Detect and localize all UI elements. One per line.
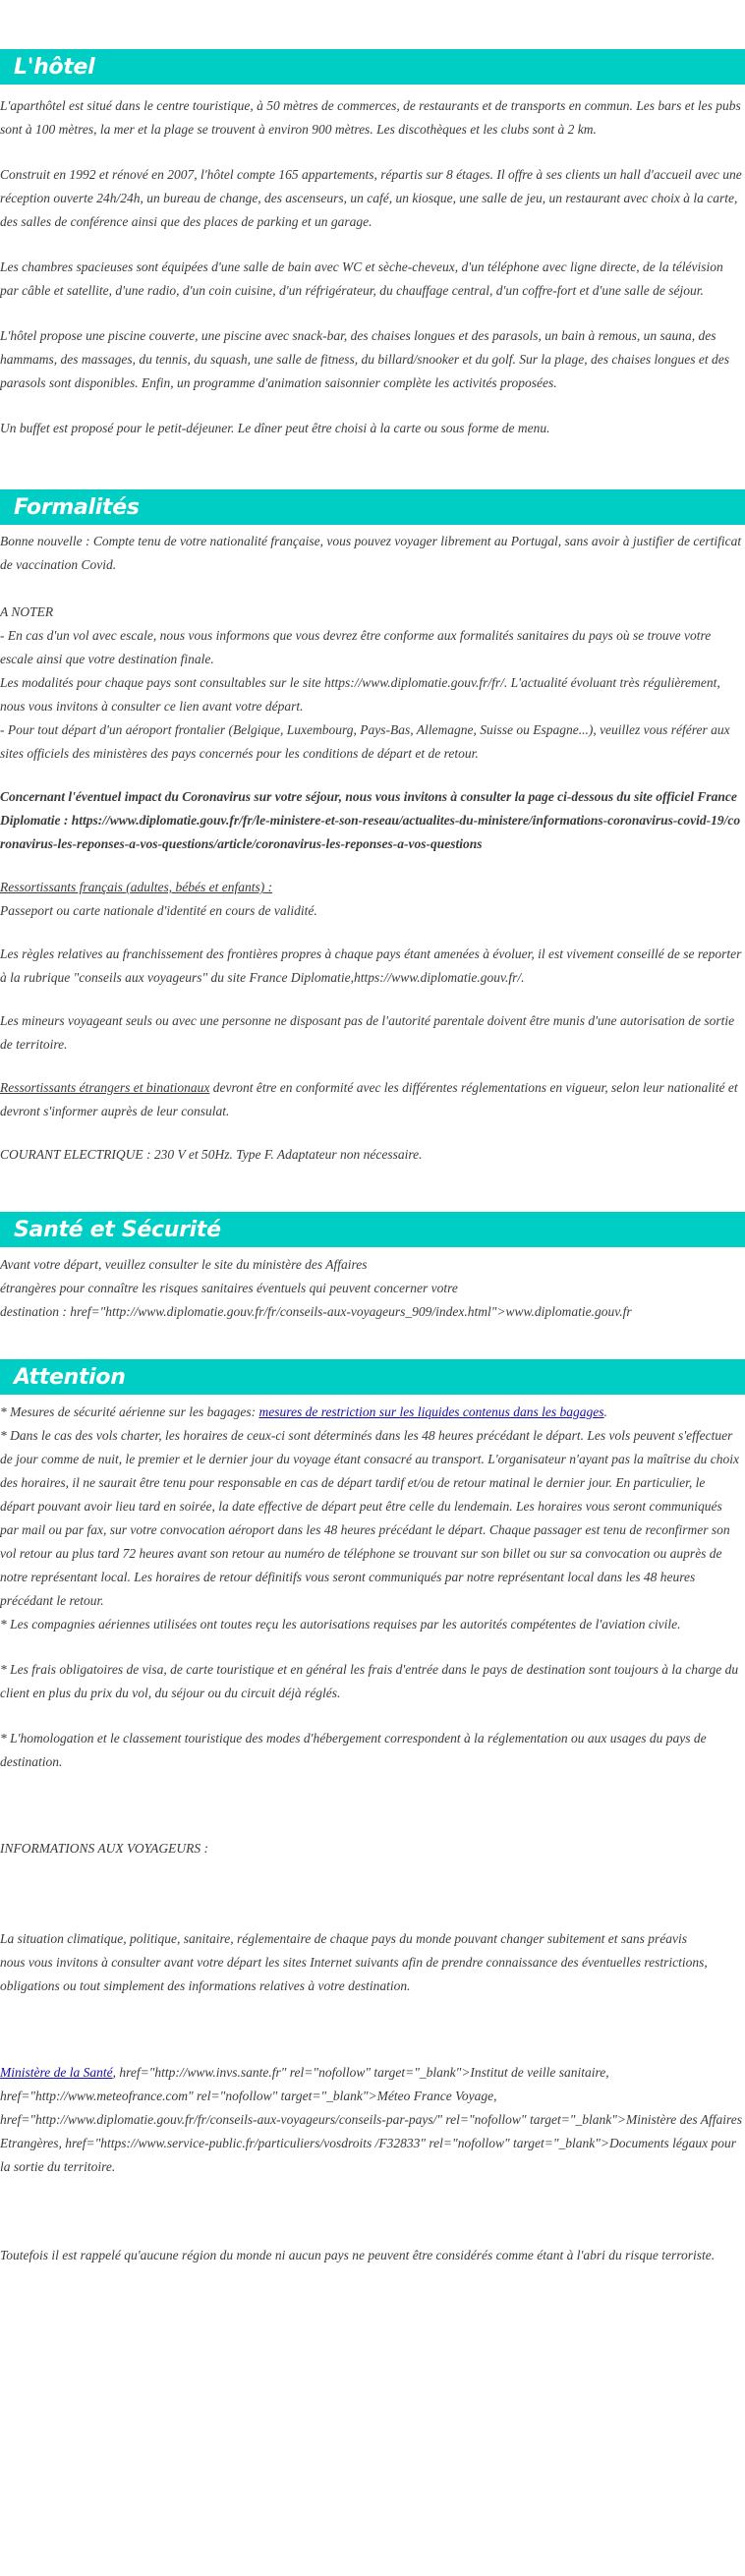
sante-line-2: étrangères pour connaître les risques sanitaires éventuels qui peuvent concerner votre: [0, 1281, 458, 1295]
section-body-hotel: [0, 85, 745, 440]
formalites-borders: Les règles relatives au franchissement des frontières propres à chaque pays étant amenées à évoluer, il est vivement conseillé de se reporter à la rubrique "conseils aux voyageurs" du site France Diplomatie,https://www.diplomatie.gouv.fr/.: [0, 946, 742, 985]
attention-fees: * Les frais obligatoires de visa, de carte touristique et en général les frais d'entrée dans le pays de destination sont toujours à la charge du client en plus du prix du vol, du séjour ou du circuit déjà réglés.: [0, 1662, 739, 1700]
section-header-formalites: [0, 489, 745, 525]
formalites-foreign-text: devront être en conformité avec les différentes réglementations en vigueur, selon leur nationalité et devront s'informer auprès de leur consulat.: [0, 1080, 738, 1118]
formalites-french-text: Passeport ou carte nationale d'identité en cours de validité.: [0, 903, 317, 918]
bagages-restriction-link[interactable]: mesures de restriction sur les liquides contenus dans les bagages: [258, 1404, 604, 1419]
formalites-note-escale: - En cas d'un vol avec escale, nous vous informons que vous devrez être conforme aux formalités sanitaires du pays où se trouve votre escale ainsi que votre destination finale.: [0, 628, 712, 666]
formalites-note-heading: A NOTER: [0, 604, 54, 619]
section-header-hotel: [0, 49, 745, 85]
sante-line-1: Avant votre départ, veuillez consulter le site du ministère des Affaires: [0, 1257, 368, 1272]
section-header-attention: [0, 1359, 745, 1395]
attention-situation-2: nous vous invitons à consulter avant votre départ les sites Internet suivants afin de prendre connaissance des éventuelles restrictions, obligations ou tout simplement des informations relatives à votre destination.: [0, 1955, 708, 1993]
hotel-paragraph-facilities: L'hôtel propose une piscine couverte, une piscine avec snack-bar, des chaises longues et des parasols, un bain à remous, un sauna, des hammams, des massages, du tennis, du squash, une salle de fitness, du billard/snooker et du golf. Sur la plage, des chaises longues et des parasols sont disponibles. Enfin, un programme d'animation saisonnier complète les activités proposées.: [0, 328, 729, 390]
section-body-formalites: [0, 525, 745, 1167]
formalites-foreign-heading: Ressortissants étrangers et binationaux: [0, 1080, 210, 1095]
sante-line-3: destination : href="http://www.diplomatie.gouv.fr/fr/conseils-aux-voyageurs_909/index.html">www.diplomatie.gouv.fr: [0, 1304, 632, 1319]
section-title-formalites: Formalités: [14, 494, 140, 520]
attention-homologation: * L'homologation et le classement touristique des modes d'hébergement correspondent à la réglementation ou aux usages du pays de destination.: [0, 1731, 707, 1769]
formalites-minors: Les mineurs voyageant seuls ou avec une personne ne disposant pas de l'autorité parentale doivent être munis d'une autorisation de sortie de territoire.: [0, 1013, 735, 1052]
attention-bagages: [0, 1401, 743, 1424]
attention-links: [0, 2061, 743, 2179]
formalites-covid-notice: Concernant l'éventuel impact du Coronavirus sur votre séjour, nous vous invitons à consulter la page ci-dessous du site officiel France Diplomatie : https://www.diplomatie.gouv.fr/fr/le-ministere-et-son-reseau/actualites-du-ministere/informations-coronavirus-covid-19/coronavirus-les-reponses-a-vos-questions/article/coronavirus-les-reponses-a-vos-questions: [0, 789, 741, 851]
attention-bagages-suffix: .: [603, 1404, 607, 1419]
hotel-paragraph-location: L'aparthôtel est situé dans le centre touristique, à 50 mètres de commerces, de restaurants et de transports en commun. Les bars et les pubs sont à 100 mètres, la mer et la plage se trouvent à environ 900 mètres. Les discothèques et les clubs sont à 2 km.: [0, 98, 741, 137]
attention-bagages-prefix: * Mesures de sécurité aérienne sur les bagages:: [0, 1404, 259, 1419]
section-body-sante: [0, 1247, 745, 1324]
ministere-sante-link[interactable]: Ministère de la Santé: [0, 2065, 113, 2080]
hotel-paragraph-meals: Un buffet est proposé pour le petit-déjeuner. Le dîner peut être choisi à la carte ou sous forme de menu.: [0, 421, 550, 435]
attention-airlines: * Les compagnies aériennes utilisées ont toutes reçu les autorisations requises par les autorités compétentes de l'aviation civile.: [0, 1617, 681, 1631]
formalites-electric: COURANT ELECTRIQUE : 230 V et 50Hz. Type F. Adaptateur non nécessaire.: [0, 1147, 423, 1162]
section-header-sante: [0, 1212, 745, 1247]
formalites-french-heading: Ressortissants français (adultes, bébés et enfants) :: [0, 880, 273, 894]
attention-charter: * Dans le cas des vols charter, les horaires de ceux-ci sont déterminés dans les 48 heures précédant le départ. Les vols peuvent s'effectuer de jour comme de nuit, le premier et le dernier jour du voyage étant consacré au transport. L'organisateur n'ayant pas la maîtrise du choix des horaires, il ne saurait être tenu pour responsable en cas de départ tardif et/ou de retour matinal le dernier jour. En particulier, le départ pouvant avoir lieu tard en soirée, la date effective de départ peut être celle du lendemain. Les horaires vous seront communiqués par mail ou par fax, sur votre convocation aéroport dans les 48 heures précédant le départ. Chaque passager est tenu de reconfirmer son vol retour au plus tard 72 heures avant son retour au numéro de téléphone se trouvant sur son billet ou sur sa convocation ou auprès de notre représentant local. Les horaires de retour définitifs vous seront communiqués par notre représentant local dans les 48 heures précédant le retour.: [0, 1428, 740, 1608]
section-body-attention: [0, 1395, 745, 2267]
section-title-hotel: L'hôtel: [14, 54, 95, 80]
formalites-note-frontalier: - Pour tout départ d'un aéroport frontalier (Belgique, Luxembourg, Pays-Bas, Allemagne, Suisse ou Espagne...), veuillez vous référer aux sites officiels des ministères des pays concernés pour les conditions de départ et de retour.: [0, 722, 730, 761]
formalites-foreign: [0, 1076, 743, 1123]
formalites-note-modalites: Les modalités pour chaque pays sont consultables sur le site https://www.diplomatie.gouv.fr/fr/. L'actualité évoluant très régulièrement, nous vous invitons à consulter ce lien avant votre départ.: [0, 675, 720, 714]
attention-info-heading: INFORMATIONS AUX VOYAGEURS :: [0, 1841, 209, 1856]
section-title-sante: Santé et Sécurité: [14, 1217, 221, 1242]
formalites-intro: Bonne nouvelle : Compte tenu de votre nationalité française, vous pouvez voyager librement au Portugal, sans avoir à justifier de certificat de vaccination Covid.: [0, 534, 742, 572]
attention-situation-1: La situation climatique, politique, sanitaire, réglementaire de chaque pays du monde pouvant changer subitement et sans préavis: [0, 1931, 688, 1946]
attention-links-text: , href="http://www.invs.sante.fr" rel="nofollow" target="_blank">Institut de veille sanitaire, href="http://www.meteofrance.com" rel="nofollow" target="_blank">Méteo France Voyage, href="http://www.diplomatie.gouv.fr/fr/conseils-aux-voyageurs/conseils-par-pays/" rel="nofollow" target="_blank">Ministère des Affaires Etrangères, href="https://www.service-public.fr/particuliers/vosdroits /F32833" rel="nofollow" target="_blank">Documents légaux pour la sortie du territoire.: [0, 2065, 742, 2174]
hotel-paragraph-rooms: Les chambres spacieuses sont équipées d'une salle de bain avec WC et sèche-cheveux, d'un téléphone avec ligne directe, de la télévision par câble et satellite, d'une radio, d'un coin cuisine, d'un réfrigérateur, du chauffage central, d'un coffre-fort et d'une salle de séjour.: [0, 259, 723, 298]
section-title-attention: Attention: [14, 1364, 126, 1390]
hotel-paragraph-construction: Construit en 1992 et rénové en 2007, l'hôtel compte 165 appartements, répartis sur 8 étages. Il offre à ses clients un hall d'accueil avec une réception ouverte 24h/24h, un bureau de change, des ascenseurs, un café, un kiosque, une salle de jeu, un restaurant avec choix à la carte, des salles de conférence ainsi que des places de parking et un garage.: [0, 167, 742, 229]
attention-terror: Toutefois il est rappelé qu'aucune région du monde ni aucun pays ne peuvent être considérés comme étant à l'abri du risque terroriste.: [0, 2248, 716, 2262]
top-spacer: [0, 0, 745, 49]
